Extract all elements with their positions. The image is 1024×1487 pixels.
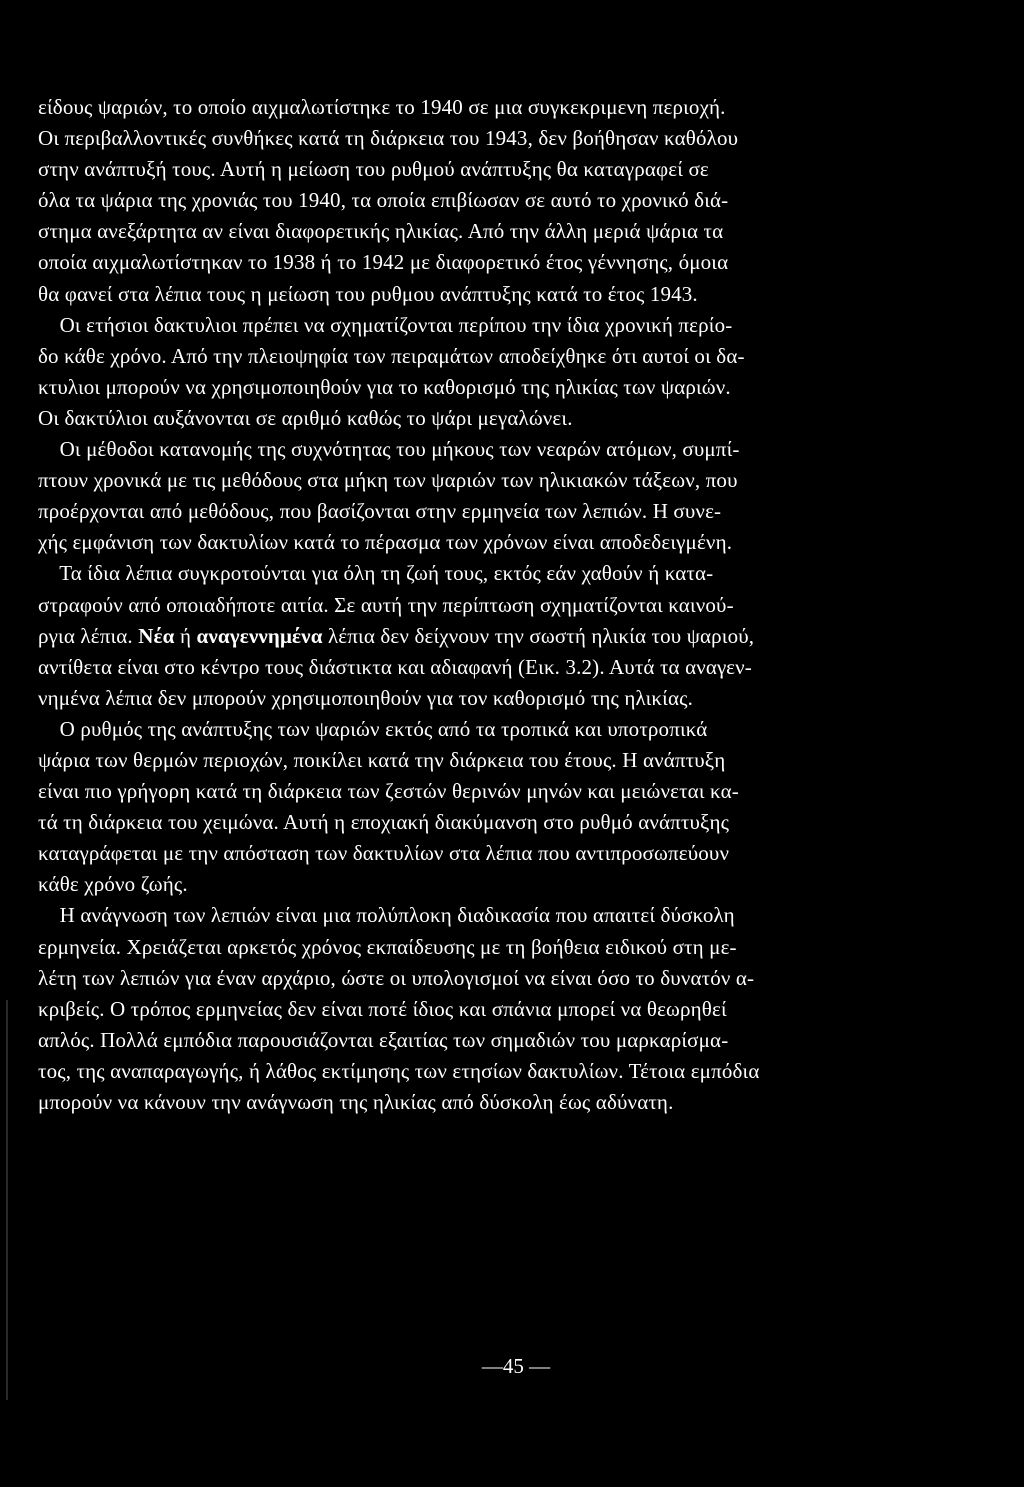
text-line: στην ανάπτυξή τους. Αυτή η μείωση του ρυθμού ανάπτυξης θα καταγραφεί σε [38, 157, 709, 182]
text-line: είδους ψαριών, το οποίο αιχμαλωτίστηκε το 1940 σε μια συγκεκριμενη περιοχή. [38, 95, 726, 119]
text-line: χής εμφάνιση των δακτυλίων κατά το πέρασμα των χρόνων είναι αποδεδειγμένη. [38, 530, 733, 555]
text-line: κάθε χρόνο ζωής. [38, 872, 188, 897]
text-line: καταγράφεται με την απόσταση των δακτυλίων στα λέπια που αντιπροσωπεύουν [38, 841, 730, 866]
text-line: νημένα λέπια δεν μπορούν χρησιμοποιηθούν για τον καθορισμό της ηλικίας. [38, 685, 693, 710]
text-line-with-bold [38, 621, 988, 652]
text-line: οποία αιχμαλωτίστηκαν το 1938 ή το 1942 με διαφορετικό έτος γέννησης, όμοια [38, 250, 729, 275]
text-line: στημα ανεξάρτητα αν είναι διαφορετικής ηλικίας. Από την άλλη μεριά ψάρια τα [38, 219, 724, 244]
text-line: Οι ετήσιοι δακτυλιοι πρέπει να σχηματίζονται περίπου την ίδια χρονική περίο- [38, 312, 733, 337]
text-line: Η ανάγνωση των λεπιών είναι μια πολύπλοκη διαδικασία που απαιτεί δύσκολη [38, 903, 735, 928]
text-line: Οι περιβαλλοντικές συνθήκες κατά τη διάρκεια του 1943, δεν βοήθησαν καθόλου [38, 126, 739, 151]
text-line: στραφούν από οποιαδήποτε αιτία. Σε αυτή την περίπτωση σχηματίζονται καινού- [38, 592, 734, 617]
text-fragment: ή [174, 623, 197, 648]
text-line: μπορούν να κάνουν την ανάγνωση της ηλικίας από δύσκολη έως αδύνατη. [38, 1090, 674, 1114]
text-fragment: ργια λέπια. [38, 623, 133, 648]
text-line: προέρχονται από μεθόδους, που βασίζονται στην ερμηνεία των λεπιών. Η συνε- [38, 499, 722, 524]
text-line: τος, της αναπαραγωγής, ή λάθος εκτίμησης των ετησίων δακτυλίων. Τέτοια εμπόδια [38, 1058, 760, 1083]
text-line: απλός. Πολλά εμπόδια παρουσιάζονται εξαιτίας των σημαδιών του μαρκαρίσμα- [38, 1027, 729, 1052]
text-line: Οι δακτύλιοι αυξάνονται σε αριθμό καθώς το ψάρι μεγαλώνει. [38, 405, 573, 430]
text-line: Ο ρυθμός της ανάπτυξης των ψαριών εκτός από τα τροπικά και υποτροπικά [38, 716, 708, 741]
body-text [38, 92, 988, 1118]
text-line: λέτη των λεπιών για έναν αρχάριο, ώστε οι υπολογισμοί να είναι όσο το δυνατόν α- [38, 965, 755, 990]
text-line: θα φανεί στα λέπια τους η μείωση του ρυθμου ανάπτυξης κατά το έτος 1943. [38, 281, 698, 306]
text-line: Οι μέθοδοι κατανομής της συχνότητας του μήκους των νεαρών ατόμων, συμπί- [38, 437, 740, 462]
text-line: ερμηνεία. Χρειάζεται αρκετός χρόνος εκπαίδευσης με τη βοήθεια ειδικού στη με- [38, 934, 737, 959]
text-line: πτουν χρονικά με τις μεθόδους στα μήκη των ψαριών των ηλικιακών τάξεων, που [38, 468, 738, 493]
text-fragment: λέπια δεν δείχνουν την σωστή ηλικία του ψαριού, [322, 623, 755, 648]
bold-term-regenerated: αναγεννημένα [196, 623, 323, 648]
text-line: Τα ίδια λέπια συγκροτούνται για όλη τη ζωή τους, εκτός εάν χαθούν ή κατα- [38, 561, 714, 586]
page-number: —45 — [481, 1354, 551, 1378]
text-line: τά τη διάρκεια του χειμώνα. Αυτή η εποχιακή διακύμανση στο ρυθμό ανάπτυξης [38, 810, 730, 835]
text-line: ψάρια των θερμών περιοχών, ποικίλει κατά την διάρκεια του έτους. Η ανάπτυξη [38, 747, 726, 772]
text-line: όλα τα ψάρια της χρονιάς του 1940, τα οποία επιβίωσαν σε αυτό το χρονικό διά- [38, 188, 729, 213]
text-line: κτυλιοι μπορούν να χρησιμοποιηθούν για το καθορισμό της ηλικίας των ψαριών. [38, 374, 731, 399]
text-line: αντίθετα είναι στο κέντρο τους διάστικτα και αδιαφανή (Εικ. 3.2). Αυτά τα αναγεν- [38, 654, 752, 679]
scan-margin-line [6, 1000, 8, 1400]
text-line: κριβείς. Ο τρόπος ερμηνείας δεν είναι ποτέ ίδιος και σπάνια μπορεί να θεωρηθεί [38, 996, 727, 1021]
text-line: είναι πιο γρήγορη κατά τη διάρκεια των ζεστών θερινών μηνών και μειώνεται κα- [38, 779, 739, 804]
bold-term-new: Νέα [138, 623, 175, 648]
text-line: δο κάθε χρόνο. Από την πλειοψηφία των πειραμάτων αποδείχθηκε ότι αυτοί οι δα- [38, 343, 745, 368]
